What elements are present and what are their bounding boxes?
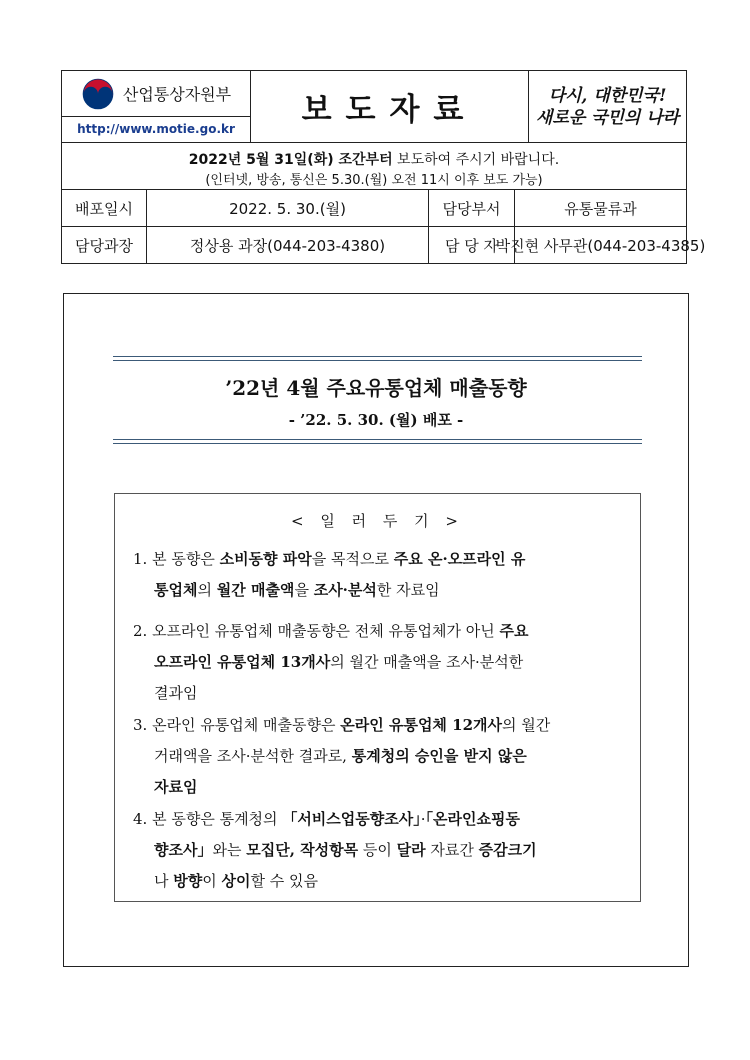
notes-heading: < 일 러 두 기 > <box>291 512 464 530</box>
department-value: 유통물류과 <box>514 190 686 226</box>
note-emphasis: 증감크기 <box>478 841 537 859</box>
ministry-url-link[interactable]: http://www.motie.go.kr <box>77 122 235 136</box>
ministry-name: 산업통상자원부 <box>122 85 232 104</box>
note-emphasis: 통업체 <box>154 581 198 599</box>
korea-government-emblem-icon <box>81 77 115 111</box>
contact-info-row <box>62 227 706 263</box>
note-emphasis: 온라인 유통업체 12개사 <box>340 716 502 734</box>
note-item <box>133 616 628 709</box>
note-item <box>133 544 628 606</box>
note-text: 1. 본 동향은 <box>133 550 220 568</box>
note-text: 4. 본 동향은 통계청의 <box>133 810 283 828</box>
note-text: 의 <box>197 581 217 599</box>
department-label: 담당부서 <box>428 190 514 226</box>
note-line <box>133 772 628 803</box>
note-line <box>133 710 628 741</box>
note-emphasis: 통계청의 승인을 받지 않은 <box>351 747 527 765</box>
note-emphasis: 주요 온·오프라인 유 <box>393 550 526 568</box>
note-item <box>133 804 628 897</box>
ministry-identity <box>62 71 250 117</box>
note-line <box>133 616 628 647</box>
note-line <box>133 678 628 709</box>
note-emphasis: 방향 <box>173 872 203 890</box>
note-text: 와는 <box>212 841 247 859</box>
note-line <box>133 647 628 678</box>
note-text: 3. 온라인 유통업체 매출동향은 <box>133 716 341 734</box>
release-date-value: 2022. 5. 30.(월) <box>146 190 428 226</box>
note-text: 이 <box>202 872 222 890</box>
cover-content-box <box>63 293 689 967</box>
report-title: ’22년 4월 주요유통업체 매출동향 <box>225 376 527 400</box>
embargo-online-note: (인터넷, 방송, 통신은 5.30.(월) 오전 11시 이후 보도 가능) <box>205 173 543 188</box>
embargo-row <box>62 143 686 190</box>
note-text: 의 월간 매출액을 조사·분석한 <box>330 653 524 671</box>
note-line <box>133 544 628 575</box>
press-release-header-table <box>61 70 706 264</box>
note-text: 등이 <box>358 841 397 859</box>
release-date-label: 배포일시 <box>75 199 133 218</box>
note-text: 2. 오프라인 유통업체 매출동향은 전체 유통업체가 아닌 <box>133 622 500 640</box>
note-emphasis: 상이 <box>221 872 251 890</box>
note-emphasis: 월간 매출액 <box>216 581 295 599</box>
embargo-notice <box>62 149 686 169</box>
explanatory-notes-box <box>114 493 641 902</box>
note-emphasis: 「온라인쇼핑동 <box>425 810 520 828</box>
document-title: 보도자료 <box>301 92 478 128</box>
note-emphasis: 소비동향 파악 <box>219 550 312 568</box>
note-emphasis: 모집단, 작성항목 <box>246 841 359 859</box>
title-rule-top <box>113 356 642 361</box>
note-text: 한 자료임 <box>376 581 440 599</box>
release-info-row <box>62 190 686 227</box>
manager-value: 정상용 과장(044-203-4380) <box>146 227 428 263</box>
note-emphasis: 달라 <box>396 841 426 859</box>
staff-value: 박진현 사무관(044-203-4385) <box>514 227 686 263</box>
embargo-date: 2022년 5월 31일(화) 조간부터 <box>188 152 393 168</box>
note-text: 거래액을 조사·분석한 결과로, <box>154 747 352 765</box>
note-line <box>133 575 628 606</box>
ministry-logo-block <box>62 71 251 142</box>
header-title-row <box>62 71 686 143</box>
note-emphasis: 「서비스업동향조사」 <box>282 810 421 828</box>
note-text: 을 <box>294 581 314 599</box>
government-slogan <box>528 71 686 142</box>
note-emphasis: 오프라인 유통업체 13개사 <box>154 653 331 671</box>
note-text: 결과임 <box>154 684 198 702</box>
slogan-line-2: 새로운 국민의 나라 <box>535 107 680 128</box>
note-text: 자료간 <box>425 841 479 859</box>
note-text: 을 목적으로 <box>311 550 394 568</box>
slogan-line-1: 다시, 대한민국! <box>548 85 667 106</box>
note-text: 나 <box>154 872 174 890</box>
note-line <box>133 835 628 866</box>
note-text: 할 수 있음 <box>250 872 318 890</box>
manager-label: 담당과장 <box>75 236 133 255</box>
note-emphasis: 조사·분석 <box>313 581 377 599</box>
note-line <box>133 804 628 835</box>
note-line <box>133 741 628 772</box>
report-release-subtitle: - ’22. 5. 30. (월) 배포 - <box>288 411 464 429</box>
staff-label: 담 당 자 <box>428 227 514 263</box>
note-text: · <box>420 810 426 828</box>
note-line <box>133 866 628 897</box>
title-rule-bottom <box>113 439 642 444</box>
embargo-text: 보도하여 주시기 바랍니다. <box>392 152 560 168</box>
note-emphasis: 자료임 <box>154 778 198 796</box>
note-emphasis: 향조사」 <box>154 841 213 859</box>
note-text: 의 월간 <box>502 716 551 734</box>
note-emphasis: 주요 <box>499 622 529 640</box>
note-item <box>133 710 628 803</box>
